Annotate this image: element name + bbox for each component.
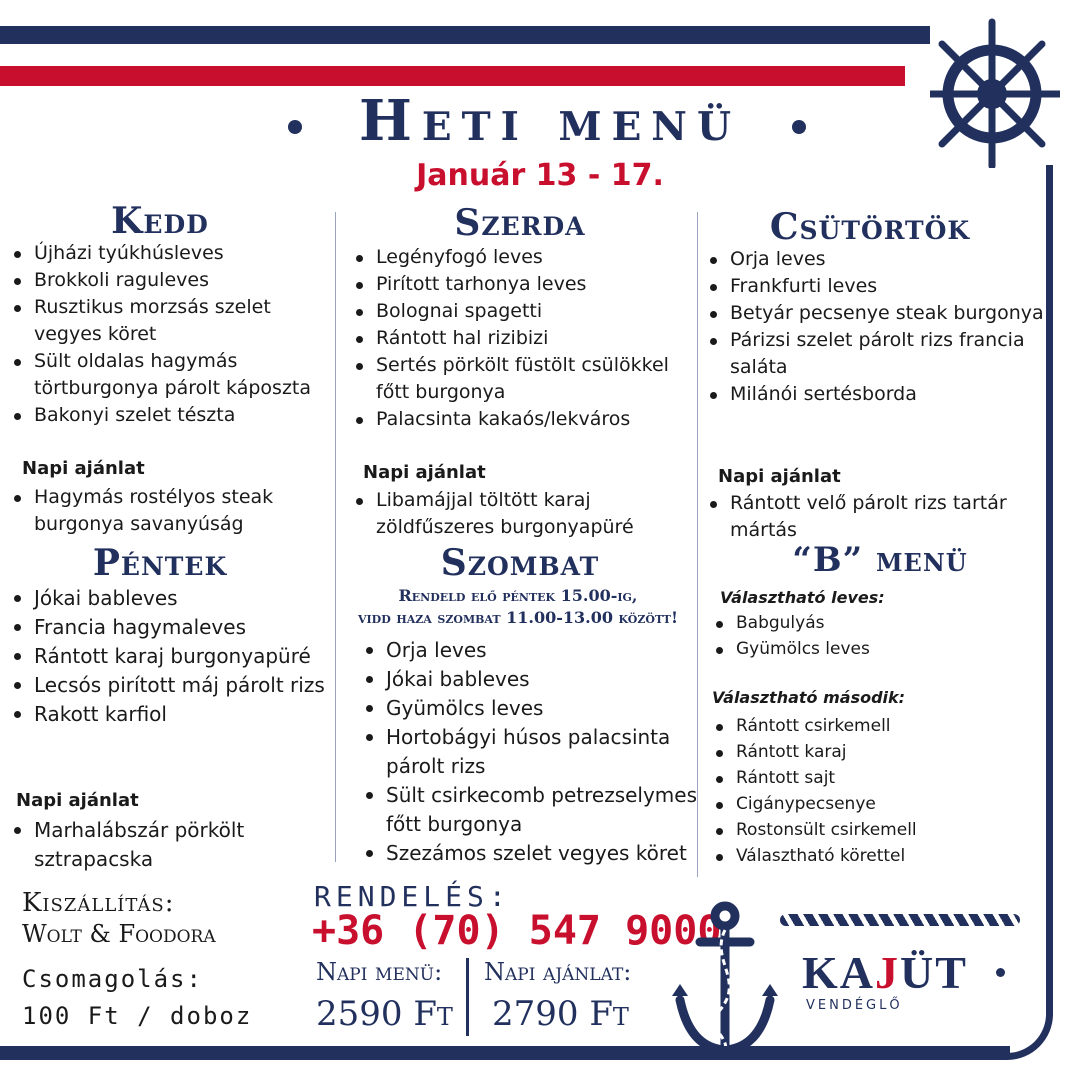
list-item: Francia hagymaleves bbox=[10, 613, 335, 642]
page-title: Heti menü bbox=[359, 88, 741, 154]
ship-wheel-icon bbox=[930, 18, 1060, 168]
szerda-napi-list bbox=[352, 487, 682, 541]
list-item: Rostonsült csirkemell bbox=[712, 817, 1032, 843]
szerda-menu-list bbox=[352, 244, 692, 433]
restaurant-logo bbox=[802, 948, 982, 1013]
list-item: Sertés pörkölt füstölt csülökkel főtt burgonya bbox=[352, 352, 692, 406]
logo-text-j: J bbox=[875, 947, 900, 998]
list-item: Rántott karaj burgonyapüré bbox=[10, 642, 335, 671]
price-divider bbox=[466, 958, 469, 1036]
napi-ajanlat-price-label: Napi ajánlat: bbox=[484, 958, 632, 986]
list-item: Bolognai spagetti bbox=[352, 298, 692, 325]
list-item: Betyár pecsenye steak burgonya bbox=[706, 300, 1046, 327]
list-item: Gyümölcs leves bbox=[712, 636, 1032, 662]
napi-menu-price: 2590 Ft bbox=[316, 994, 453, 1034]
napi-ajanlat-price: 2790 Ft bbox=[492, 994, 629, 1034]
b-menu-soup-list bbox=[712, 610, 1032, 662]
csutortok-napi-list bbox=[706, 490, 1026, 544]
b-menu-main-label: Választható második: bbox=[712, 688, 906, 707]
top-navy-stripe bbox=[0, 26, 930, 44]
logo-bullet bbox=[996, 968, 1005, 977]
list-item: Választható körettel bbox=[712, 843, 1032, 869]
phone-number[interactable]: +36 (70) 547 9000 bbox=[312, 908, 722, 954]
napi-ajanlat-label: Napi ajánlat bbox=[363, 462, 486, 483]
list-item: Brokkoli raguleves bbox=[10, 267, 330, 294]
list-item: Rántott velő párolt rizs tartár mártás bbox=[706, 490, 1026, 544]
rope-decoration bbox=[780, 914, 1020, 926]
list-item: Szezámos szelet vegyes köret bbox=[362, 839, 697, 868]
list-item: Hagymás rostélyos steak burgonya savanyúság bbox=[10, 484, 310, 538]
title-bullet-left bbox=[288, 120, 302, 134]
packaging-label: Csomagolás: bbox=[22, 965, 203, 993]
list-item: Orja leves bbox=[706, 246, 1046, 273]
list-item: Sült oldalas hagymás törtburgonya párolt káposzta bbox=[10, 348, 330, 402]
list-item: Rántott csirkemell bbox=[712, 713, 1032, 739]
day-heading-pentek: Péntek bbox=[92, 542, 228, 584]
list-item: Rakott karfiol bbox=[10, 700, 335, 729]
delivery-label: Kiszállítás: bbox=[22, 888, 175, 918]
list-item: Marhalábszár pörkölt sztrapacska bbox=[10, 816, 310, 874]
list-item: Legényfogó leves bbox=[352, 244, 692, 271]
logo-text-ka: KA bbox=[802, 947, 875, 998]
date-range: Január 13 - 17. bbox=[416, 158, 664, 193]
list-item: Pirított tarhonya leves bbox=[352, 271, 692, 298]
kedd-menu-list bbox=[10, 240, 330, 429]
b-menu-main-list bbox=[712, 713, 1032, 869]
day-heading-szerda: Szerda bbox=[454, 202, 586, 244]
list-item: Újházi tyúkhúsleves bbox=[10, 240, 330, 267]
list-item: Sült csirkecomb petrezselymes főtt burgonya bbox=[362, 781, 697, 839]
list-item: Babgulyás bbox=[712, 610, 1032, 636]
list-item: Cigánypecsenye bbox=[712, 791, 1032, 817]
order-label: RENDELÉS: bbox=[314, 880, 511, 913]
day-heading-kedd: Kedd bbox=[111, 200, 209, 242]
top-red-stripe bbox=[0, 66, 905, 86]
list-item: Orja leves bbox=[362, 636, 697, 665]
list-item: Párizsi szelet párolt rizs francia saláta bbox=[706, 327, 1046, 381]
szombat-note-line1: Rendeld elő péntek 15.00-ig, bbox=[398, 586, 638, 605]
list-item: Libamájjal töltött karaj zöldfűszeres burgonyapüré bbox=[352, 487, 682, 541]
napi-menu-label: Napi menü: bbox=[316, 958, 443, 986]
list-item: Rántott hal rizibizi bbox=[352, 325, 692, 352]
list-item: Milánói sertésborda bbox=[706, 381, 1046, 408]
packaging-value: 100 Ft / doboz bbox=[22, 1002, 253, 1030]
column-divider-right bbox=[697, 212, 698, 877]
szombat-menu-list bbox=[362, 636, 697, 868]
list-item: Frankfurti leves bbox=[706, 273, 1046, 300]
title-bullet-right bbox=[792, 120, 806, 134]
pentek-napi-list bbox=[10, 816, 310, 874]
napi-ajanlat-label: Napi ajánlat bbox=[16, 790, 139, 811]
list-item: Rántott karaj bbox=[712, 739, 1032, 765]
b-menu-soup-label: Választható leves: bbox=[720, 588, 885, 607]
bottom-navy-stripe bbox=[0, 1046, 1010, 1053]
pentek-menu-list bbox=[10, 584, 335, 729]
list-item: Rántott sajt bbox=[712, 765, 1032, 791]
day-heading-csutortok: Csütörtök bbox=[769, 206, 971, 248]
napi-ajanlat-label: Napi ajánlat bbox=[22, 458, 145, 479]
list-item: Jókai bableves bbox=[362, 665, 697, 694]
list-item: Lecsós pirított máj párolt rizs bbox=[10, 671, 335, 700]
logo-text-ut: ÜT bbox=[900, 947, 968, 998]
anchor-icon bbox=[670, 900, 780, 1060]
logo-subtitle: VENDÉGLŐ bbox=[806, 998, 903, 1013]
list-item: Hortobágyi húsos palacsinta párolt rizs bbox=[362, 723, 697, 781]
list-item: Jókai bableves bbox=[10, 584, 335, 613]
day-heading-szombat: Szombat bbox=[440, 542, 600, 584]
delivery-value: Wolt & Foodora bbox=[22, 920, 216, 948]
kedd-napi-list bbox=[10, 484, 310, 538]
list-item: Palacsinta kakaós/lekváros bbox=[352, 406, 692, 433]
list-item: Bakonyi szelet tészta bbox=[10, 402, 330, 429]
szombat-note-line2: vidd haza szombat 11.00-13.00 között! bbox=[358, 608, 678, 627]
b-menu-heading: “B” menü bbox=[792, 540, 968, 580]
list-item: Gyümölcs leves bbox=[362, 694, 697, 723]
napi-ajanlat-label: Napi ajánlat bbox=[718, 466, 841, 487]
list-item: Rusztikus morzsás szelet vegyes köret bbox=[10, 294, 330, 348]
csutortok-menu-list bbox=[706, 246, 1046, 408]
column-divider-left bbox=[335, 212, 336, 862]
